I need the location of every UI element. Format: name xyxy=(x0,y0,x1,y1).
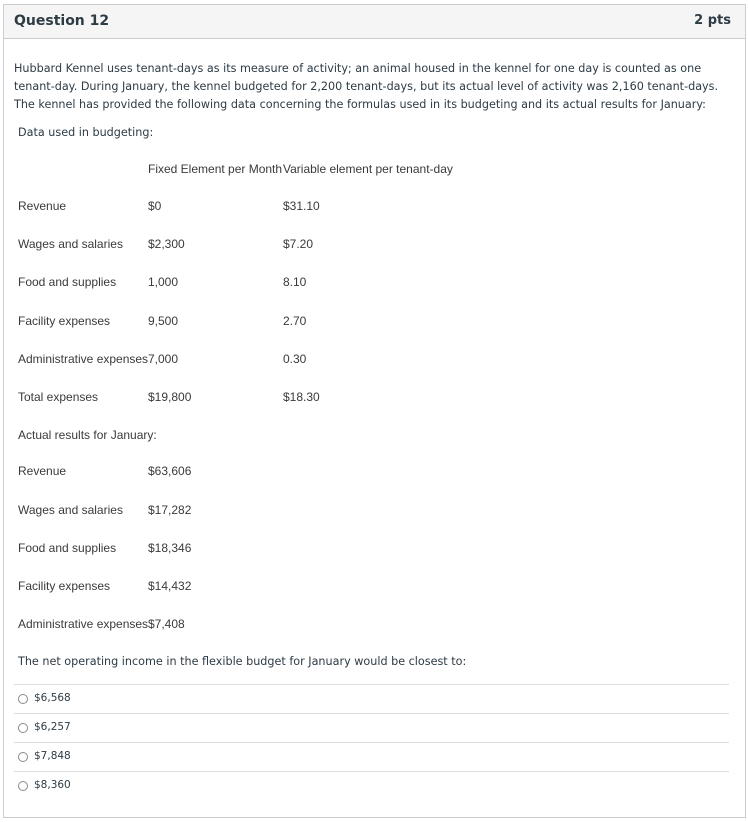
row-value: $14,432 xyxy=(148,579,192,593)
row-variable: $7.20 xyxy=(283,237,314,251)
row-fixed: 1,000 xyxy=(148,275,179,289)
actual-label: Actual results for January: xyxy=(18,428,157,442)
question-intro: Hubbard Kennel uses tenant-days as its measure of activity; an animal housed in the kennel for one day is counted as one tenant-day. During January, the kennel budgeted for 2,200 tenant-days, but its actual level of activity was 2,160 tenant-days. The kennel has provided the following data concerning the formulas used in its budgeting and its actual results for January: xyxy=(14,62,719,111)
radio-button[interactable] xyxy=(18,752,28,762)
row-label: Wages and salaries xyxy=(18,503,123,517)
budget-label: Data used in budgeting: xyxy=(18,126,154,139)
row-label: Wages and salaries xyxy=(18,237,123,251)
row-label: Total expenses xyxy=(18,390,99,404)
row-value: $18,346 xyxy=(148,541,192,555)
radio-button[interactable] xyxy=(18,694,28,704)
answer-option[interactable] xyxy=(14,713,729,742)
row-fixed: $0 xyxy=(148,199,162,213)
question-prompt: The net operating income in the flexible budget for January would be closest to: xyxy=(18,655,467,668)
answer-label[interactable]: $8,360 xyxy=(34,779,71,791)
question-title: Question 12 xyxy=(14,13,110,29)
row-label: Facility expenses xyxy=(18,579,111,593)
row-label: Facility expenses xyxy=(18,314,111,328)
question-header xyxy=(4,5,745,39)
answer-option[interactable] xyxy=(14,684,729,713)
answer-label[interactable]: $6,568 xyxy=(34,692,71,704)
row-label: Revenue xyxy=(18,199,67,213)
row-fixed: $2,300 xyxy=(148,237,185,251)
row-value: $17,282 xyxy=(148,503,192,517)
header-variable: Variable element per tenant-day xyxy=(283,162,453,176)
row-label: Administrative expenses xyxy=(18,352,149,366)
row-label: Food and supplies xyxy=(18,541,117,555)
answer-label[interactable]: $7,848 xyxy=(34,750,71,762)
row-fixed: 9,500 xyxy=(148,314,179,328)
question-points: 2 pts xyxy=(694,13,731,28)
radio-button[interactable] xyxy=(18,723,28,733)
row-label: Revenue xyxy=(18,464,67,478)
header-fixed: Fixed Element per Month xyxy=(148,162,283,176)
row-variable: $31.10 xyxy=(283,199,320,213)
radio-button[interactable] xyxy=(18,781,28,791)
answer-label[interactable]: $6,257 xyxy=(34,721,71,733)
row-variable: 8.10 xyxy=(283,275,307,289)
row-fixed: $19,800 xyxy=(148,390,192,404)
answer-option[interactable] xyxy=(14,742,729,771)
answer-option[interactable] xyxy=(14,771,729,800)
row-value: $63,606 xyxy=(148,464,192,478)
row-label: Administrative expenses xyxy=(18,617,149,631)
answer-list xyxy=(14,684,729,800)
row-variable: 0.30 xyxy=(283,352,307,366)
row-variable: 2.70 xyxy=(283,314,307,328)
row-variable: $18.30 xyxy=(283,390,320,404)
row-fixed: 7,000 xyxy=(148,352,179,366)
row-label: Food and supplies xyxy=(18,275,117,289)
row-value: $7,408 xyxy=(148,617,185,631)
